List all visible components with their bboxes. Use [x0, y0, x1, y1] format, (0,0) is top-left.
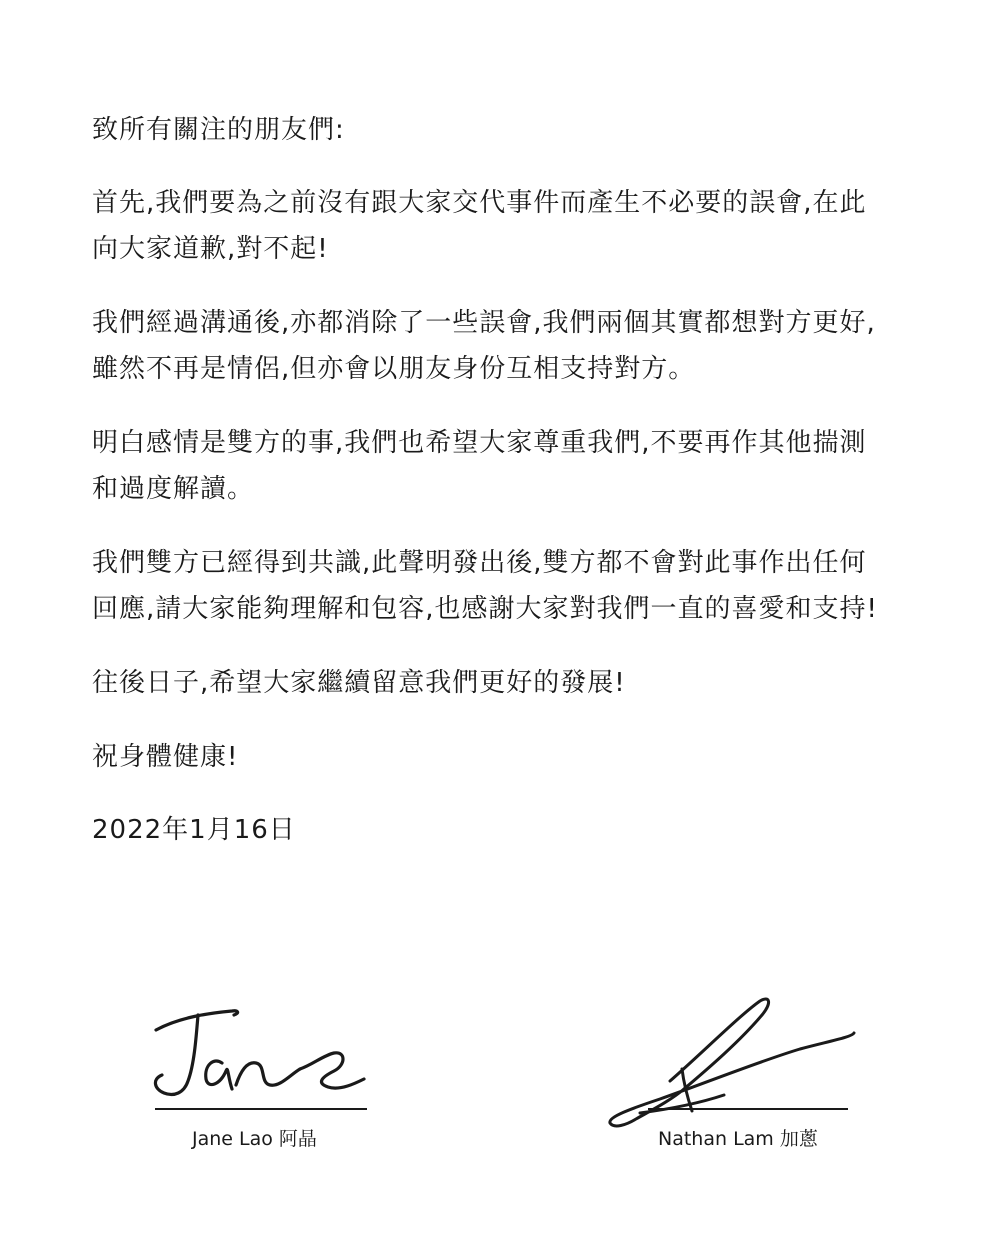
- signature-block-jane: [140, 985, 370, 1155]
- paragraph-consensus: [92, 540, 912, 632]
- signatory-name: Jane Lao 阿晶: [192, 1128, 317, 1150]
- paragraph-line: 回應,請大家能夠理解和包容,也感謝大家對我們一直的喜愛和支持!: [92, 594, 878, 624]
- paragraph-future: [92, 660, 912, 706]
- paragraph-apology: [92, 180, 912, 272]
- paragraph-line: 往後日子,希望大家繼續留意我們更好的發展!: [92, 668, 626, 698]
- closing-wish: [92, 734, 912, 780]
- letter-date: 2022年1月16日: [92, 815, 296, 845]
- paragraph-line: 和過度解讀。: [92, 474, 255, 504]
- paragraph-line: 首先,我們要為之前沒有跟大家交代事件而產生不必要的誤會,在此: [92, 188, 867, 218]
- paragraph-respect: [92, 420, 912, 512]
- paragraph-line: 我們經過溝通後,亦都消除了一些誤會,我們兩個其實都想對方更好,: [92, 308, 876, 338]
- signature-line: [155, 1108, 367, 1110]
- paragraph-communication: [92, 300, 912, 392]
- salutation: 致所有關注的朋友們:: [92, 115, 345, 145]
- paragraph-line: 祝身體健康!: [92, 742, 239, 772]
- signatory-name: Nathan Lam 加蔥: [658, 1128, 818, 1150]
- paragraph-line: 明白感情是雙方的事,我們也希望大家尊重我們,不要再作其他揣測: [92, 428, 867, 458]
- paragraph-line: 我們雙方已經得到共識,此聲明發出後,雙方都不會對此事作出任何: [92, 548, 867, 578]
- statement-letter: [92, 108, 912, 852]
- signature-line: [648, 1108, 848, 1110]
- signature-block-nathan: [600, 985, 860, 1155]
- paragraph-line: 雖然不再是情侶,但亦會以朋友身份互相支持對方。: [92, 354, 696, 384]
- paragraph-line: 向大家道歉,對不起!: [92, 234, 329, 264]
- signature-nathan-handwriting: [600, 985, 860, 1135]
- signature-jane-handwriting: [140, 985, 370, 1115]
